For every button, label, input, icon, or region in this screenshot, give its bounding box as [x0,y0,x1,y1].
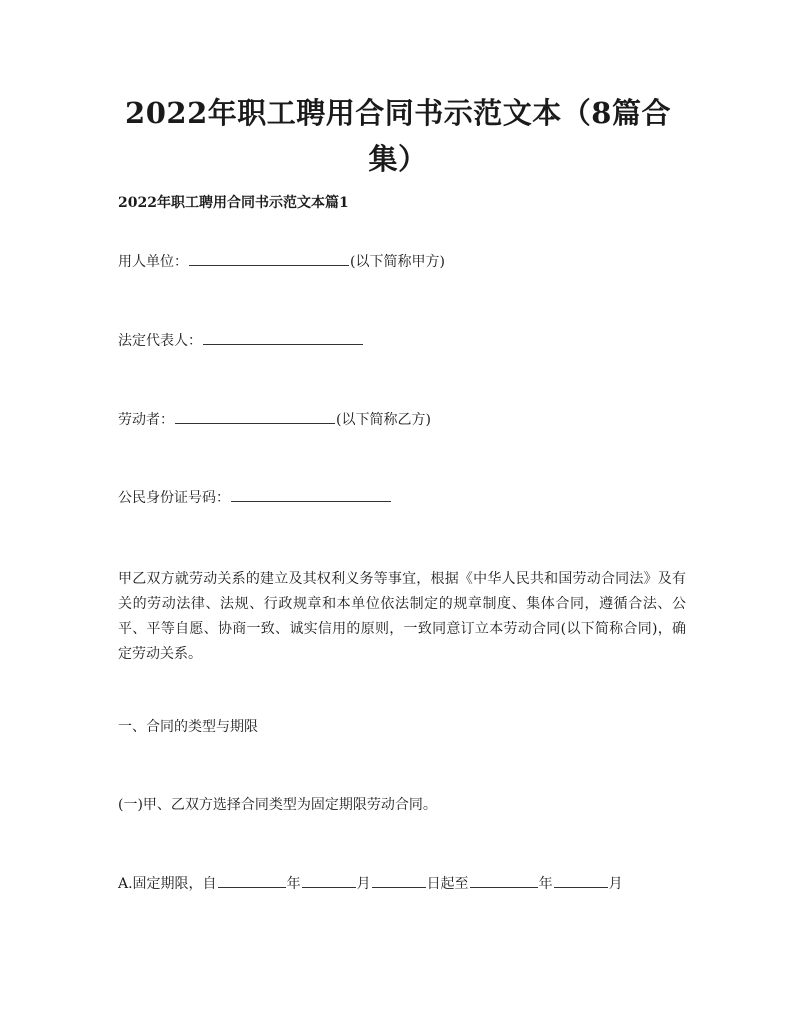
start-month-blank [302,873,356,888]
term-prefix: A.固定期限，自 [118,876,217,892]
worker-blank [175,409,335,424]
clause1-text: (一)甲、乙双方选择合同类型为固定期限劳动合同。 [118,797,437,813]
document-title-line1: 2022年职工聘用合同书示范文本（8篇合 [125,96,671,130]
id-number-label: 公民身份证号码： [118,490,230,506]
legal-rep-line [118,329,364,353]
legal-rep-blank [203,330,363,345]
worker-label: 劳动者： [118,412,174,428]
term-year2: 年 [538,876,553,892]
employer-label: 用人单位： [118,254,188,270]
start-day-blank [372,873,426,888]
term-line [118,872,623,896]
document-title-line2: 集） [368,142,428,176]
section-heading: 2022年职工聘用合同书示范文本篇1 [118,195,349,211]
worker-line [118,408,431,432]
term-year1: 年 [286,876,301,892]
id-number-blank [231,487,391,502]
end-year-blank [470,873,538,888]
start-year-blank [218,873,286,888]
term-day-from: 日起至 [426,876,469,892]
id-number-line [118,486,392,510]
employer-line [118,250,445,274]
chapter1-heading: 一、合同的类型与期限 [118,719,258,735]
employer-blank [189,251,349,266]
end-month-blank [554,873,608,888]
term-month2: 月 [608,876,623,892]
intro-paragraph: 甲乙双方就劳动关系的建立及其权利义务等事宜，根据《中华人民共和国劳动合同法》及有关的劳动法律、法规、行政规章和本单位依法制定的规章制度、集体合同，遵循合法、公平、平等自愿、协商一致、诚实信用的原则，一致同意订立本劳动合同(以下简称合同)，确定劳动关系。 [118,571,686,662]
legal-rep-label: 法定代表人： [118,333,202,349]
employer-suffix: (以下简称甲方) [350,254,445,270]
term-month1: 月 [356,876,371,892]
worker-suffix: (以下简称乙方) [336,412,431,428]
